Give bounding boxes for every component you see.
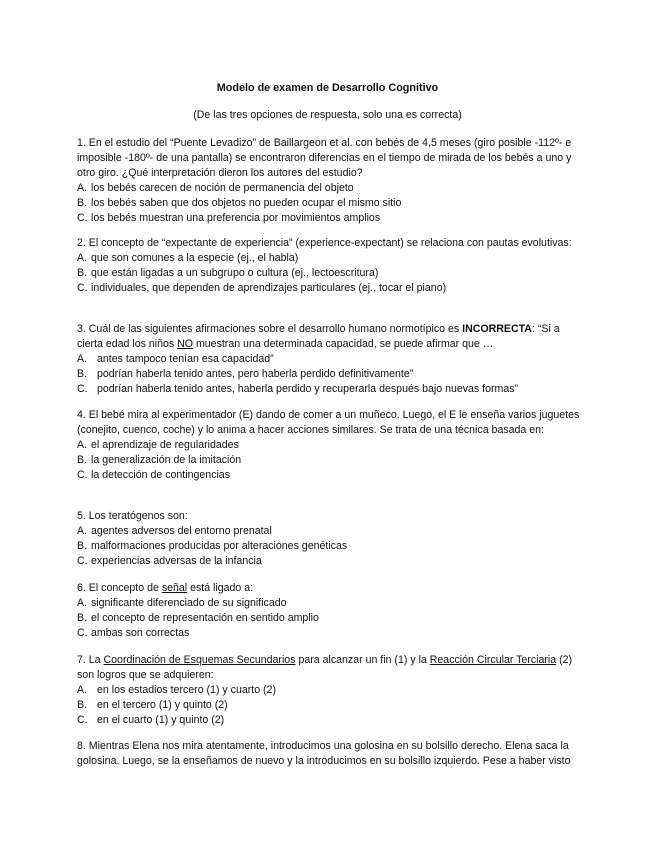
option-text: los bebés muestran una preferencia por movimientos amplios xyxy=(91,212,381,224)
option-label: C. xyxy=(77,282,88,294)
answer-option-b xyxy=(77,611,582,626)
option-text: individuales, que dependen de aprendizajes particulares (ej., tocar el piano) xyxy=(91,282,447,294)
option-label: B. xyxy=(77,454,88,466)
answer-option-b xyxy=(77,367,582,382)
emphasis-bold: INCORRECTA xyxy=(462,323,532,335)
option-text: agentes adversos del entorno prenatal xyxy=(91,525,272,537)
question-stem xyxy=(77,581,582,596)
option-label: B. xyxy=(77,368,88,380)
question-stem: 5. Los teratógenos son: xyxy=(77,510,188,522)
answer-option-b xyxy=(77,196,582,211)
option-text: ambas son correctas xyxy=(91,627,190,639)
option-label: B. xyxy=(77,197,88,209)
answer-option-c xyxy=(77,713,582,728)
option-text: que están ligadas a un subgrupo o cultura (ej., lectoescritura) xyxy=(91,267,379,279)
option-label: A. xyxy=(77,252,88,264)
question-8 xyxy=(77,739,582,769)
option-text: podrían haberla tenido antes, haberla perdido y recuperarla después bajo nuevas formas” xyxy=(97,383,519,395)
stem-text: 7. La xyxy=(77,654,104,666)
option-label: A. xyxy=(77,525,88,537)
option-text: significante diferenciado de su significado xyxy=(91,597,287,609)
emphasis-underline: Reacción Circular Terciaria xyxy=(429,654,557,666)
question-7 xyxy=(77,653,582,728)
option-text: que son comunes a la especie (ej., el habla) xyxy=(91,252,299,264)
answer-option-b xyxy=(77,453,582,468)
option-text: antes tampoco tenían esa capacidad” xyxy=(97,353,274,365)
answer-option-a xyxy=(77,352,582,367)
option-text: el aprendizaje de regularidades xyxy=(91,439,239,451)
option-label: B. xyxy=(77,540,88,552)
emphasis-underline: Coordinación de Esquemas Secundarios xyxy=(103,654,296,666)
answer-option-c xyxy=(77,382,582,397)
answer-option-a xyxy=(77,251,582,266)
question-stem: 4. El bebé mira al experimentador (E) dando de comer a un muñeco. Luego, el E le enseña varios juguetes (conejito, cuenco, coche) y lo anima a hacer acciones similares. Se trata de una técnica basada en: xyxy=(77,409,580,436)
option-label: A. xyxy=(77,684,88,696)
document-subtitle: (De las tres opciones de respuesta, solo una es correcta) xyxy=(193,109,462,121)
question-stem: 8. Mientras Elena nos mira atentamente, introducimos una golosina en su bolsillo derecho. Elena saca la golosina. Luego, se la enseñamos de nuevo y la introducimos en su bolsillo izquierdo. Pese a haber visto xyxy=(77,740,571,767)
question-6 xyxy=(77,581,582,641)
question-4 xyxy=(77,408,582,483)
option-label: C. xyxy=(77,555,88,567)
option-label: A. xyxy=(77,597,88,609)
stem-text: está ligado a: xyxy=(187,582,254,594)
option-text: malformaciones producidas por alteraciones genéticas xyxy=(91,540,348,552)
option-label: C. xyxy=(77,627,88,639)
answer-option-c xyxy=(77,554,582,569)
stem-text: : “Si a cierta edad los niños xyxy=(77,323,560,350)
option-text: en el cuarto (1) y quinto (2) xyxy=(97,714,225,726)
stem-text: 3. Cuál de las siguientes afirmaciones sobre el desarrollo humano normotípico es xyxy=(77,323,463,335)
option-label: A. xyxy=(77,439,88,451)
answer-option-a xyxy=(77,683,582,698)
question-stem xyxy=(77,322,582,352)
option-label: C. xyxy=(77,714,88,726)
question-stem: 2. El concepto de “expectante de experiencia” (experience-expectant) se relaciona con pautas evolutivas: xyxy=(77,237,572,249)
question-2 xyxy=(77,236,582,296)
option-label: A. xyxy=(77,353,88,365)
answer-option-c xyxy=(77,468,582,483)
option-text: la detección de contingencias xyxy=(91,469,230,481)
option-text: la generalización de la imitación xyxy=(91,454,242,466)
option-label: C. xyxy=(77,212,88,224)
question-stem: 1. En el estudio del “Puente Levadizo” de Baillargeon et al. con bebés de 4,5 meses (giro posible -112º- e imposible -180º- de una pantalla) se encontraron diferencias en el tiempo de mirada de los bebés a uno y otro giro. ¿Qué interpretación dieron los autores del estudio? xyxy=(77,137,572,179)
option-text: podrían haberla tenido antes, pero haberla perdido definitivamente” xyxy=(97,368,414,380)
answer-option-a xyxy=(77,596,582,611)
option-label: B. xyxy=(77,267,88,279)
question-1 xyxy=(77,136,582,226)
question-stem xyxy=(77,653,582,683)
option-text: los bebés saben que dos objetos no pueden ocupar el mismo sitio xyxy=(91,197,402,209)
answer-option-c xyxy=(77,281,582,296)
option-text: en los estadios tercero (1) y cuarto (2) xyxy=(97,684,276,696)
option-label: B. xyxy=(77,699,88,711)
answer-option-b xyxy=(77,266,582,281)
option-label: A. xyxy=(77,182,88,194)
stem-text: para alcanzar un fin (1) y la xyxy=(295,654,430,666)
answer-option-a xyxy=(77,438,582,453)
answer-option-b xyxy=(77,698,582,713)
option-text: el concepto de representación en sentido amplio xyxy=(91,612,319,624)
emphasis-underline: NO xyxy=(177,338,194,350)
option-text: en el tercero (1) y quinto (2) xyxy=(97,699,228,711)
document-title: Modelo de examen de Desarrollo Cognitivo xyxy=(216,82,439,94)
stem-text: 6. El concepto de xyxy=(77,582,162,594)
answer-option-b xyxy=(77,539,582,554)
option-label: C. xyxy=(77,383,88,395)
option-text: los bebés carecen de noción de permanencia del objeto xyxy=(91,182,354,194)
answer-option-c xyxy=(77,626,582,641)
answer-option-c xyxy=(77,211,582,226)
emphasis-underline: señal xyxy=(161,582,188,594)
answer-option-a xyxy=(77,181,582,196)
option-label: C. xyxy=(77,469,88,481)
question-3 xyxy=(77,322,582,397)
option-label: B. xyxy=(77,612,88,624)
option-text: experiencias adversas de la infancia xyxy=(91,555,262,567)
stem-text: muestran una determinada capacidad, se puede afirmar que … xyxy=(193,338,494,350)
stem-text: (2) son logros que se adquieren: xyxy=(77,654,573,681)
answer-option-a xyxy=(77,524,582,539)
question-5 xyxy=(77,509,582,569)
